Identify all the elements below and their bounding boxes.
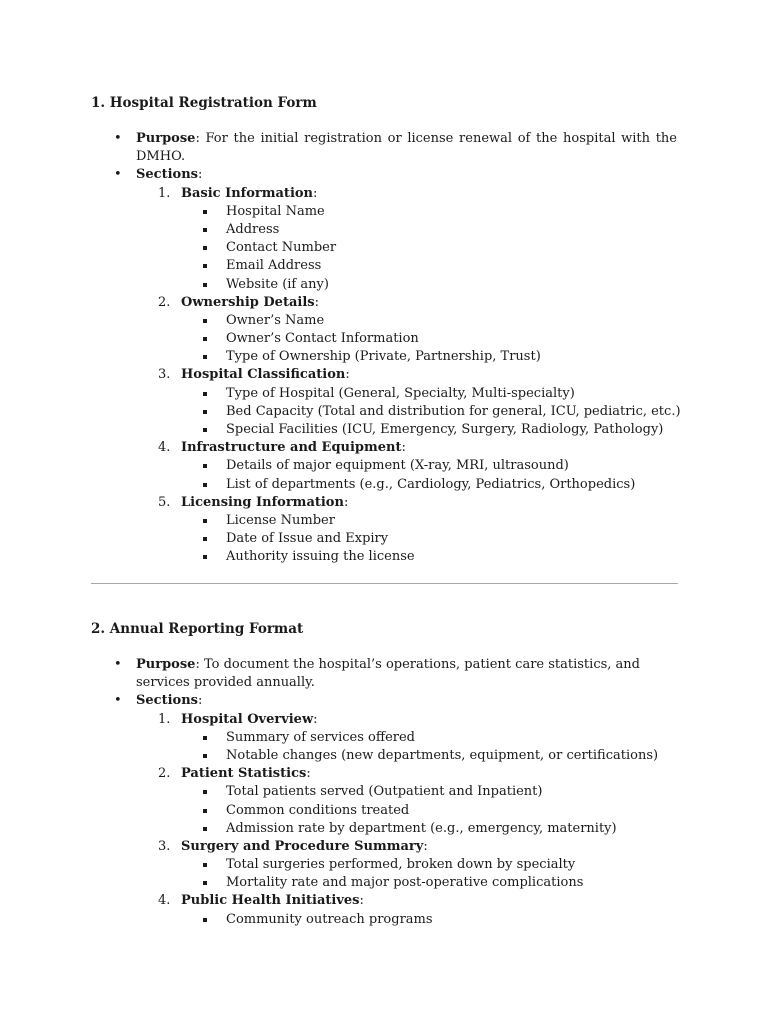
square-bullet-icon xyxy=(203,483,207,487)
bullet-dot: • xyxy=(114,131,122,146)
bullet-dot: • xyxy=(114,657,122,672)
section-1-list xyxy=(0,130,768,567)
square-bullet-icon xyxy=(203,790,207,794)
square-bullet-icon xyxy=(203,355,207,359)
square-bullet-icon xyxy=(203,392,207,396)
subsection-heading: 1. Basic Information: xyxy=(0,185,768,203)
section-1-purpose xyxy=(0,130,768,166)
list-item-text: Special Facilities (ICU, Emergency, Surgery, Radiology, Pathology) xyxy=(226,422,664,438)
square-bullet-icon xyxy=(203,464,207,468)
subsection-number: 2. xyxy=(158,294,171,310)
list-item xyxy=(0,820,768,838)
subsection-heading: 1. Hospital Overview: xyxy=(0,711,768,729)
square-bullet-icon xyxy=(203,537,207,541)
list-item-text: Address xyxy=(226,221,280,237)
subsection-number: 4. xyxy=(158,440,171,456)
list-item xyxy=(0,221,768,239)
list-item xyxy=(0,421,768,439)
list-item xyxy=(0,729,768,747)
bullet-dot: • xyxy=(114,693,122,709)
list-item-text: Date of Issue and Expiry xyxy=(226,531,389,547)
subsection-heading: 3. Surgery and Procedure Summary: xyxy=(0,838,768,856)
list-item-text: Notable changes (new departments, equipment, or certifications) xyxy=(226,747,659,763)
subsection-label: Infrastructure and Equipment xyxy=(181,440,402,456)
horizontal-divider xyxy=(91,583,678,584)
list-item xyxy=(0,257,768,275)
list-item xyxy=(0,747,768,765)
list-item-text: Total surgeries performed, broken down by specialty xyxy=(226,857,576,873)
subsection-label: Surgery and Procedure Summary xyxy=(181,838,424,854)
list-item xyxy=(0,476,768,494)
square-bullet-icon xyxy=(203,736,207,740)
subsection-number: 1. xyxy=(158,185,171,201)
subsection-label: Licensing Information xyxy=(181,494,344,510)
square-bullet-icon xyxy=(203,319,207,323)
sections-label: Sections xyxy=(136,693,198,709)
list-item xyxy=(0,512,768,530)
square-bullet-icon xyxy=(203,555,207,559)
list-item xyxy=(0,330,768,348)
list-item-text: Total patients served (Outpatient and Inpatient) xyxy=(226,784,543,800)
list-item-text: Owner’s Contact Information xyxy=(226,331,419,347)
square-bullet-icon xyxy=(203,519,207,523)
list-item-text: Details of major equipment (X-ray, MRI, ultrasound) xyxy=(226,458,569,474)
subsection-heading: 2. Ownership Details: xyxy=(0,294,768,312)
section-2-subsections xyxy=(0,711,768,929)
list-item-text: Mortality rate and major post-operative complications xyxy=(226,875,584,891)
list-item-text: License Number xyxy=(226,512,335,528)
square-bullet-icon xyxy=(203,428,207,432)
section-2-sections-heading: • Sections: xyxy=(0,692,768,710)
subsection-label: Basic Information xyxy=(181,185,313,201)
square-bullet-icon xyxy=(203,809,207,813)
section-1-sections-heading: • Sections: xyxy=(0,166,768,184)
subsection-heading: 2. Patient Statistics: xyxy=(0,765,768,783)
section-2-purpose xyxy=(0,656,768,692)
square-bullet-icon xyxy=(203,881,207,885)
list-item xyxy=(0,856,768,874)
list-item xyxy=(0,385,768,403)
list-item-text: Owner’s Name xyxy=(226,312,325,328)
list-item-text: Contact Number xyxy=(226,240,337,256)
list-item-text: Type of Ownership (Private, Partnership, Trust) xyxy=(226,349,541,365)
list-item xyxy=(0,802,768,820)
list-item xyxy=(0,874,768,892)
subsection-label: Hospital Classification xyxy=(181,367,346,383)
subsection-label: Public Health Initiatives xyxy=(181,893,360,909)
list-item xyxy=(0,403,768,421)
square-bullet-icon xyxy=(203,264,207,268)
square-bullet-icon xyxy=(203,337,207,341)
square-bullet-icon xyxy=(203,863,207,867)
subsection-number: 1. xyxy=(158,711,171,727)
square-bullet-icon xyxy=(203,410,207,414)
subsection-number: 4. xyxy=(158,893,171,909)
square-bullet-icon xyxy=(203,283,207,287)
purpose-text: Purpose: To document the hospital’s operations, patient care statistics, and services provided annually. xyxy=(136,657,640,691)
list-item-text: Common conditions treated xyxy=(226,802,410,818)
subsection-heading: 3. Hospital Classification: xyxy=(0,366,768,384)
subsection-label: Ownership Details xyxy=(181,294,315,310)
list-item xyxy=(0,548,768,566)
square-bullet-icon xyxy=(203,246,207,250)
list-item xyxy=(0,783,768,801)
list-item xyxy=(0,276,768,294)
list-item xyxy=(0,203,768,221)
list-item-text: Summary of services offered xyxy=(226,729,415,745)
list-item xyxy=(0,457,768,475)
list-item-text: Admission rate by department (e.g., emergency, maternity) xyxy=(226,820,617,836)
section-2-list xyxy=(0,656,768,929)
subsection-heading: 4. Public Health Initiatives: xyxy=(0,892,768,910)
subsection-number: 5. xyxy=(158,494,171,510)
bullet-dot: • xyxy=(114,167,122,183)
square-bullet-icon xyxy=(203,754,207,758)
square-bullet-icon xyxy=(203,827,207,831)
square-bullet-icon xyxy=(203,918,207,922)
square-bullet-icon xyxy=(203,228,207,232)
subsection-label: Hospital Overview xyxy=(181,711,314,727)
square-bullet-icon xyxy=(203,210,207,214)
subsection-heading: 4. Infrastructure and Equipment: xyxy=(0,439,768,457)
list-item-text: List of departments (e.g., Cardiology, Pediatrics, Orthopedics) xyxy=(226,476,636,492)
list-item-text: Website (if any) xyxy=(226,276,329,292)
subsection-number: 2. xyxy=(158,766,171,782)
list-item-text: Type of Hospital (General, Specialty, Multi-specialty) xyxy=(226,385,575,401)
subsection-number: 3. xyxy=(158,838,171,854)
list-item-text: Email Address xyxy=(226,258,322,274)
list-item xyxy=(0,911,768,929)
list-item xyxy=(0,530,768,548)
section-2-title: 2. Annual Reporting Format xyxy=(91,621,304,637)
list-item-text: Community outreach programs xyxy=(226,911,433,927)
list-item xyxy=(0,239,768,257)
subsection-label: Patient Statistics xyxy=(181,766,307,782)
subsection-heading: 5. Licensing Information: xyxy=(0,494,768,512)
list-item xyxy=(0,312,768,330)
list-item-text: Bed Capacity (Total and distribution for general, ICU, pediatric, etc.) xyxy=(226,403,681,419)
subsection-number: 3. xyxy=(158,367,171,383)
list-item xyxy=(0,348,768,366)
list-item-text: Hospital Name xyxy=(226,203,325,219)
purpose-text: Purpose: For the initial registration or license renewal of the hospital with the DMHO. xyxy=(136,131,677,165)
list-item-text: Authority issuing the license xyxy=(226,549,415,565)
sections-label: Sections xyxy=(136,167,198,183)
section-1-subsections xyxy=(0,185,768,567)
section-1-title: 1. Hospital Registration Form xyxy=(91,95,317,111)
